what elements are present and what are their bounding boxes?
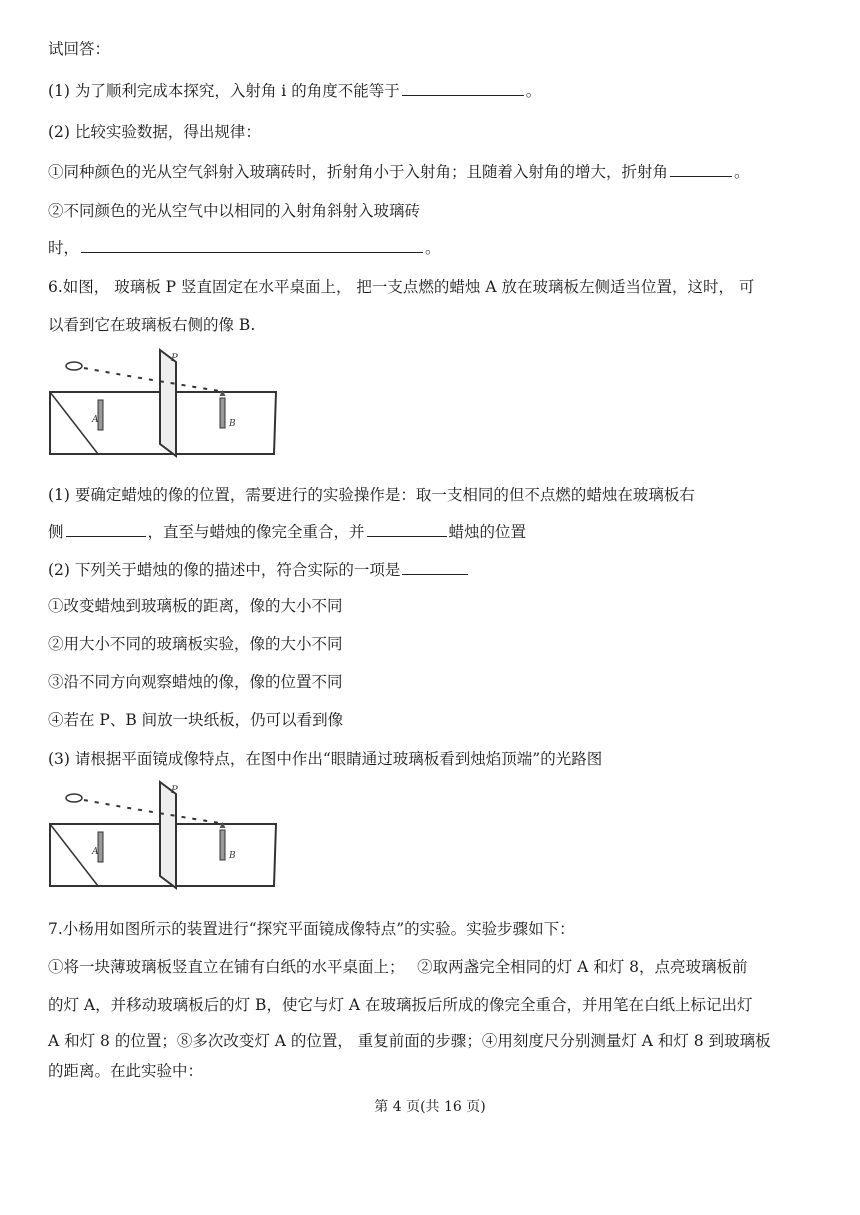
question-7-step: ①将一块薄玻璃板竖直立在铺有白纸的水平桌面上； ②取两盏完全相同的灯 A 和灯 8，点亮玻璃板前 [48,958,748,976]
question-6-stem-cont: 以看到它在玻璃板右侧的像 B. [48,316,256,334]
eye-icon [66,362,82,370]
question-1 [48,79,541,102]
answer-blank[interactable] [66,520,146,537]
sight-line [84,368,226,392]
q6-part3: (3) 请根据平面镜成像特点，在图中作出“眼睛通过玻璃板看到烛焰顶端”的光路图 [48,750,603,768]
candle-a [98,832,103,862]
text: (2) 下列关于蜡烛的像的描述中，符合实际的一项是 [48,561,401,579]
text: 蜡烛的位置 [448,523,527,541]
question-6-stem: 6.如图， 玻璃板 P 竖直固定在水平桌面上， 把一支点燃的蜡烛 A 放在玻璃板左侧适当位置，这时， 可 [48,278,755,296]
candle-b [220,398,225,428]
question-7-last: 的距离。在此实验中： [48,1062,204,1080]
sight-line [84,800,226,824]
text: 。 [525,82,542,100]
rule-2-cont [48,236,441,259]
answer-blank[interactable] [81,236,423,253]
label-p: P [171,785,178,796]
option-4: ④若在 P、B 间放一块纸板，仍可以看到像 [48,711,344,729]
answer-blank[interactable] [402,79,524,96]
candle-a [98,400,103,430]
glass-plate [160,782,176,888]
label-b: B [229,851,236,861]
question-7-step: 的灯 A，并移动玻璃板后的灯 B，使它与灯 A 在玻璃扳后所成的像完全重合，并用笔在白纸上标记出灯 [48,996,753,1014]
text-line: 试回答： [48,40,111,58]
text: 。 [734,163,750,181]
text: ①同种颜色的光从空气斜射入玻璃砖时，折射角小于入射角；且随着入射角的增大，折射角 [48,163,669,181]
label-a: A [92,847,99,857]
page-footer: 第 4 页(共 16 页) [374,1099,486,1115]
text: 时， [48,239,80,257]
candle-mirror-figure-1 [48,348,280,466]
text: 。 [425,239,441,257]
glass-plate [160,350,176,456]
q6-part2 [48,558,470,581]
q6-part1-cont [48,520,526,543]
answer-blank[interactable] [367,520,447,537]
text: 侧 [48,523,64,541]
text: (1) 为了顺利完成本探究，入射角 i 的角度不能等于 [48,82,400,100]
option-3: ③沿不同方向观察蜡烛的像，像的位置不同 [48,673,343,691]
question-7-step: A 和灯 8 的位置；⑧多次改变灯 A 的位置， 重复前面的步骤；④用刻度尺分别测量灯 A 和灯 8 到玻璃板 [48,1032,771,1050]
question-2: (2) 比较实验数据，得出规律： [48,123,261,141]
candle-mirror-figure-2 [48,780,280,898]
answer-blank[interactable] [670,160,732,177]
text: ，直至与蜡烛的像完全重合，并 [147,523,365,541]
q6-part1: (1) 要确定蜡烛的像的位置，需要进行的实验操作是：取一支相同的但不点燃的蜡烛在玻璃板右 [48,486,695,504]
answer-blank[interactable] [402,558,468,575]
candle-b [220,830,225,860]
eye-icon [66,794,82,802]
question-7-stem: 7.小杨用如图所示的装置进行“探究平面镜成像特点”的实验。实验步骤如下： [48,920,575,938]
label-p: P [171,353,178,364]
table-edge [50,392,98,454]
rule-2: ②不同颜色的光从空气中以相同的入射角斜射入玻璃砖 [48,202,421,220]
option-1: ①改变蜡烛到玻璃板的距离，像的大小不同 [48,597,343,615]
option-2: ②用大小不同的玻璃板实验，像的大小不同 [48,635,343,653]
table-edge [50,824,98,886]
label-a: A [92,415,99,425]
label-b: B [229,419,236,429]
rule-1 [48,160,750,183]
